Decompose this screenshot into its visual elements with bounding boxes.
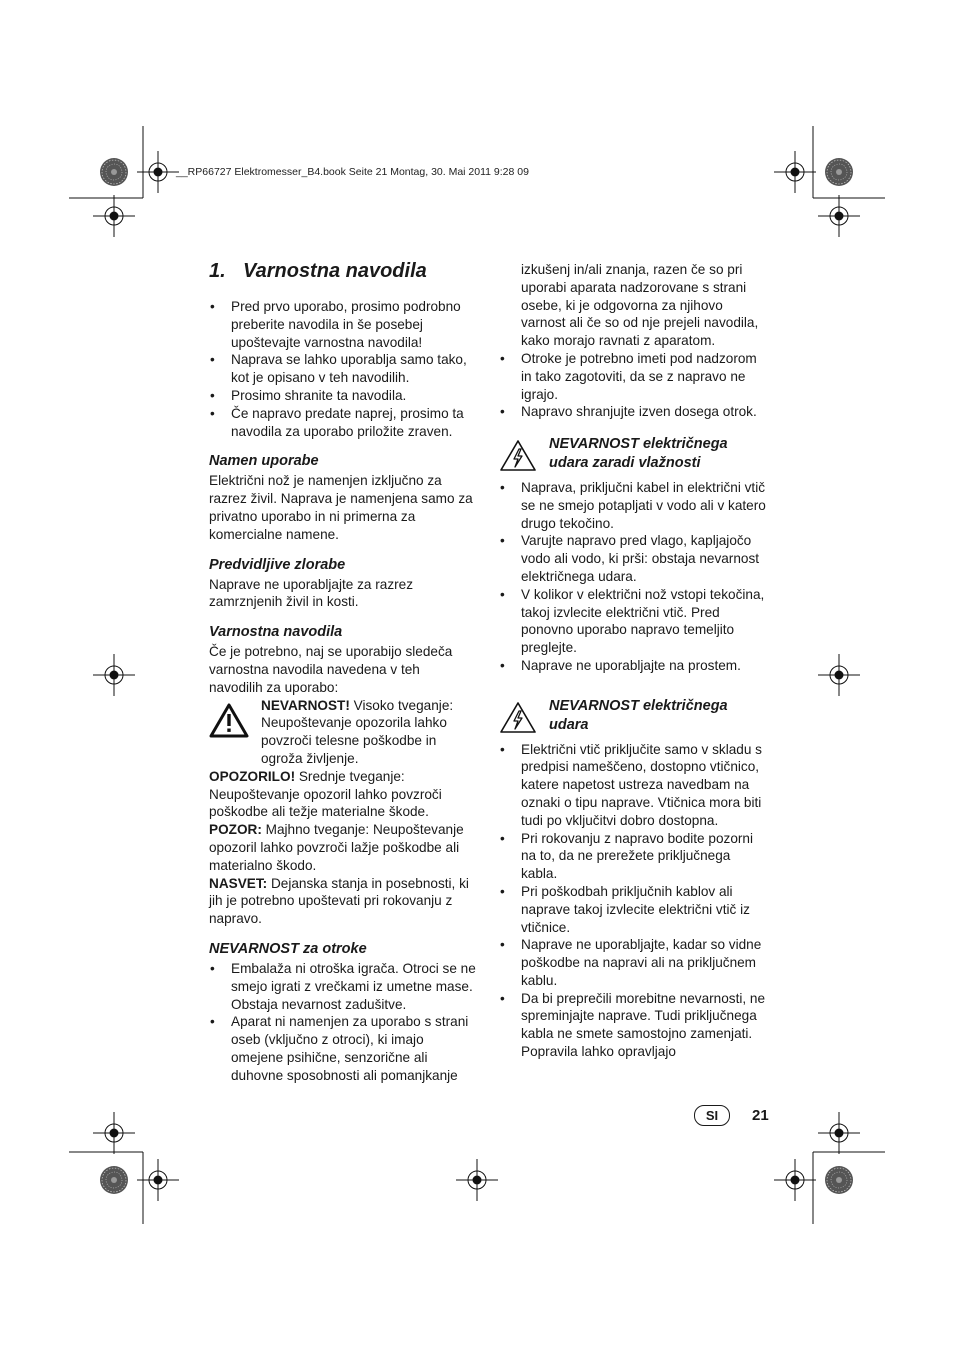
page-footer bbox=[694, 1105, 769, 1126]
caution-description: Majhno tveganje: Neupoštevanje opozoril lahko povzroči lažje poškodbe ali materialno škodo. bbox=[209, 822, 464, 873]
heading-safety-notes: Varnostna navodila bbox=[209, 624, 343, 641]
list-item: • Naprava se lahko uporablja samo tako, kot je opisano v teh navodilih. bbox=[209, 351, 477, 387]
danger-text bbox=[261, 697, 477, 768]
tip-label: NASVET: bbox=[209, 875, 268, 891]
moisture-hazard-heading bbox=[499, 435, 769, 477]
list-item: • Naprave ne uporabljajte na prostem. bbox=[499, 657, 769, 675]
section-title-text: Varnostna navodila bbox=[243, 260, 427, 282]
list-item: • Embalaža ni otroška igrača. Otroci se ne smejo igrati z vrečkami iz umetne mase. Obstaja nevarnost zadušitve. bbox=[209, 960, 477, 1013]
tip-note bbox=[209, 875, 477, 928]
list-item: • Pri poškodbah priključnih kablov ali naprave takoj izvlecite električni vtič iz vtičnice. bbox=[499, 883, 769, 936]
right-column bbox=[499, 261, 769, 1061]
children-list bbox=[209, 960, 477, 1085]
intended-use-text: Električni nož je namenjen izključno za razrez živil. Naprava je namenjena samo za privatno uporabo in ni primerna za komercialne namene. bbox=[209, 473, 473, 542]
list-item: • Otroke je potrebno imeti pod nadzorom in tako zagotoviti, da se z napravo ne igrajo. bbox=[499, 350, 769, 403]
list-item: • Prosimo shranite ta navodila. bbox=[209, 387, 477, 405]
warning-triangle-icon bbox=[209, 697, 261, 743]
danger-description: Visoko tveganje: Neupoštevanje opozorila lahko povzroči telesne poškodbe in ogroža življenje. bbox=[261, 697, 454, 766]
electric-hazard-icon bbox=[499, 435, 549, 477]
language-badge: SI bbox=[694, 1105, 730, 1126]
electric-list bbox=[499, 741, 769, 1061]
caution-label: POZOR: bbox=[209, 822, 262, 838]
list-item: • Če napravo predate naprej, prosimo ta navodila za uporabo priložite zraven. bbox=[209, 405, 477, 441]
caution-note bbox=[209, 821, 477, 874]
heading-intended-use: Namen uporabe bbox=[209, 453, 319, 470]
warning-description: Srednje tveganje: Neupoštevanje opozoril lahko povzroči poškodbe ali težje materialne škode. bbox=[209, 768, 442, 820]
children-list-continued bbox=[499, 350, 769, 421]
left-column bbox=[209, 258, 477, 1084]
moisture-hazard-title: NEVARNOST električnega udara zaradi vlažnosti bbox=[549, 436, 728, 472]
list-item: • V kolikor v električni nož vstopi tekočina, takoj izvlecite električni vtič. Pred ponovno uporabo napravo temeljito preglejte. bbox=[499, 586, 769, 657]
intro-list bbox=[209, 298, 477, 440]
safety-notes-intro: Če je potrebno, naj se uporabijo sledeča varnostna navodila navedena v teh navodilih za uporabo: bbox=[209, 644, 453, 695]
list-item: • Naprave ne uporabljajte, kadar so vidne poškodbe na napravi ali na priključnem kablu. bbox=[499, 936, 769, 989]
list-item: • Varujte napravo pred vlago, kapljajočo vodo ali vodo, ki prši: obstaja nevarnost električnega udara. bbox=[499, 532, 769, 585]
danger-label: NEVARNOST! bbox=[261, 697, 350, 713]
heading-children: NEVARNOST za otroke bbox=[209, 940, 367, 957]
page-number: 21 bbox=[752, 1107, 769, 1124]
list-item: • Da bi preprečili morebitne nevarnosti, ne spreminjajte naprave. Tudi priključnega kabla ne smete samostojno zamenjati. Popravila lahko opravljajo bbox=[499, 990, 769, 1061]
heading-misuse: Predvidljive zlorabe bbox=[209, 556, 346, 573]
list-item: • Pred prvo uporabo, prosimo podrobno preberite navodila in še posebej upoštevajte varnostna navodila! bbox=[209, 298, 477, 351]
list-item: • Napravo shranjujte izven dosega otrok. bbox=[499, 403, 769, 421]
list-item: • Pri rokovanju z napravo bodite pozorni na to, da ne prerežete priključnega kabla. bbox=[499, 830, 769, 883]
section-number: 1. bbox=[209, 260, 226, 282]
moisture-list bbox=[499, 479, 769, 675]
warning-label: OPOZORILO! bbox=[209, 768, 296, 784]
electric-hazard-heading bbox=[499, 697, 769, 739]
warning-note bbox=[209, 768, 477, 821]
electric-hazard-icon bbox=[499, 697, 549, 739]
tip-description: Dejanska stanja in posebnosti, ki jih je potrebno upoštevati pri rokovanju z napravo. bbox=[209, 875, 469, 927]
print-header: __RP66727 Elektromesser_B4.book Seite 21 Montag, 30. Mai 2011 9:28 09 bbox=[176, 166, 529, 178]
list-item: • Naprava, priključni kabel in električni vtič se ne smejo potapljati v vodo ali v katero drugo tekočino. bbox=[499, 479, 769, 532]
section-title bbox=[209, 258, 477, 284]
danger-box bbox=[209, 697, 477, 768]
children-continuation: izkušenj in/ali znanja, razen če so pri uporabi aparata nadzorovane s strani osebe, ki je odgovorna za njihovo varnost ali če so od nje prejeli navodila, kako morajo ravnati z aparatom. bbox=[521, 262, 759, 349]
list-item: • Električni vtič priključite samo v skladu s predpisi nameščeno, dostopno vtičnico, katere napetost ustreza navedbam na oznaki o tipu naprave. Vtičnica mora biti tudi po vključitvi dobro dostopna. bbox=[499, 741, 769, 830]
list-item: • Aparat ni namenjen za uporabo s strani oseb (vključno z otroci), ki imajo omejene psihične, senzorične ali duhovne sposobnosti ali pomanjkanje bbox=[209, 1013, 477, 1084]
misuse-text: Naprave ne uporabljajte za razrez zamrznjenih živil in kosti. bbox=[209, 576, 414, 610]
electric-hazard-title: NEVARNOST električnega udara bbox=[549, 697, 728, 733]
